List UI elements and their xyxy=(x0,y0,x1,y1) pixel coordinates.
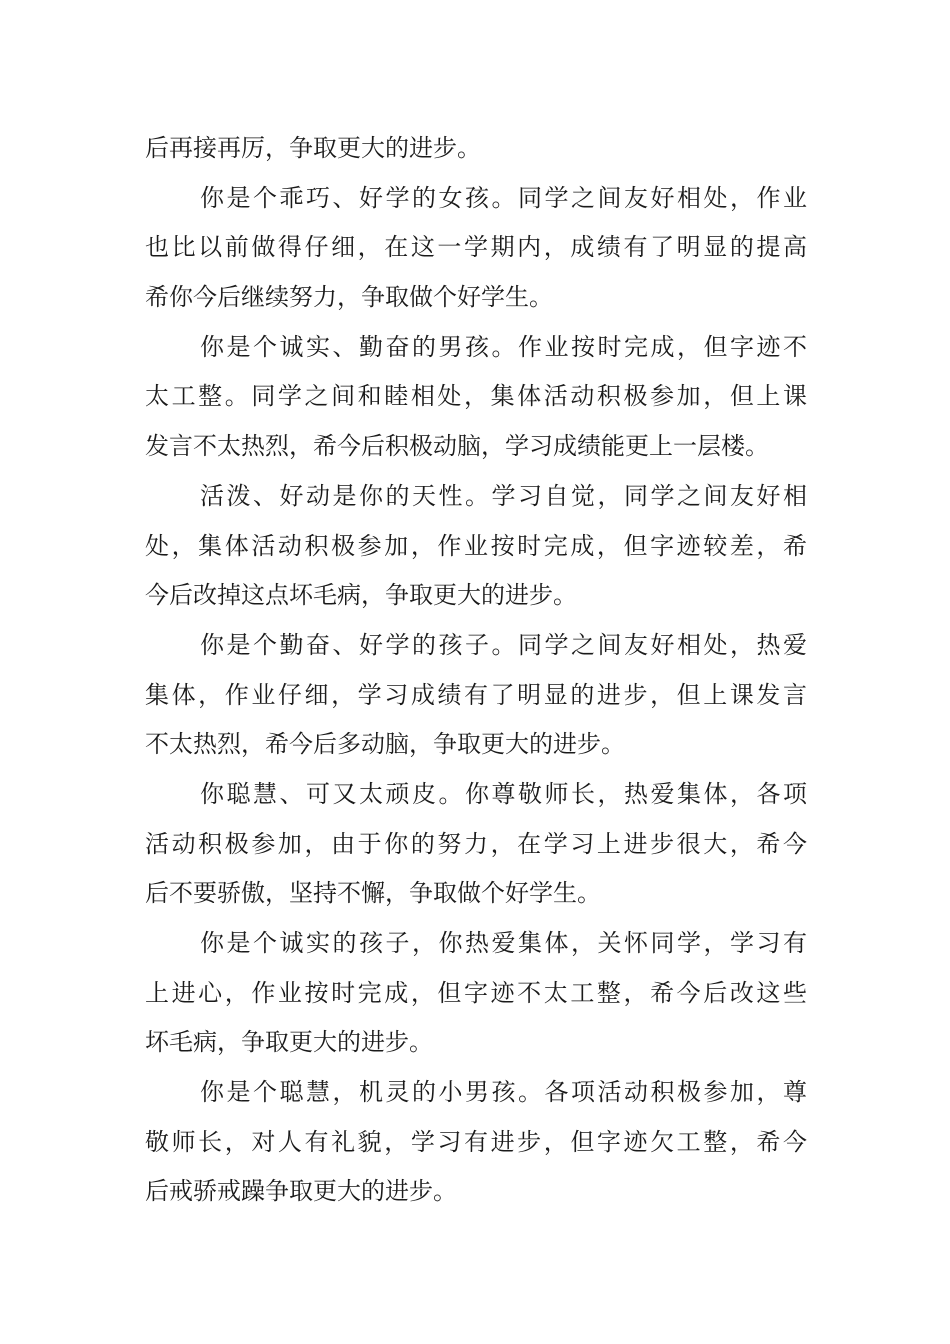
paragraph-0 xyxy=(145,124,807,174)
text-line: 今后改掉这点坏毛病，争取更大的进步。 xyxy=(145,581,577,610)
paragraph-6 xyxy=(145,919,807,1068)
paragraph-2 xyxy=(145,323,807,472)
paragraph-7 xyxy=(145,1068,807,1217)
paragraph-3 xyxy=(145,472,807,621)
text-line: 你是个诚实、勤奋的男孩。作业按时完成，但字迹不 xyxy=(200,332,807,361)
text-line: 你是个诚实的孩子，你热爱集体，关怀同学，学习有 xyxy=(200,929,807,957)
text-line: 发言不太热烈，希今后积极动脑，学习成绩能更上一层楼。 xyxy=(145,432,769,461)
paragraph-4 xyxy=(145,621,807,770)
text-line: 也比以前做得仔细，在这一学期内，成绩有了明显的提高 xyxy=(145,233,807,262)
text-line: 不太热烈，希今后多动脑，争取更大的进步。 xyxy=(145,730,625,759)
text-line: 后戒骄戒躁争取更大的进步。 xyxy=(145,1177,457,1206)
text-line: 活泼、好动是你的天性。学习自觉，同学之间友好相 xyxy=(200,481,807,510)
text-line: 希你今后继续努力，争取做个好学生。 xyxy=(145,283,553,312)
text-line: 你聪慧、可又太顽皮。你尊敬师长，热爱集体，各项 xyxy=(200,779,807,808)
text-line: 你是个聪慧，机灵的小男孩。各项活动积极参加，尊 xyxy=(200,1078,807,1107)
text-line: 太工整。同学之间和睦相处，集体活动积极参加，但上课 xyxy=(145,382,807,411)
text-line: 集体，作业仔细，学习成绩有了明显的进步，但上课发言 xyxy=(145,680,807,709)
text-line: 处，集体活动积极参加，作业按时完成，但字迹较差，希 xyxy=(145,531,807,560)
text-line: 后不要骄傲，坚持不懈，争取做个好学生。 xyxy=(145,879,601,908)
text-line: 上进心，作业按时完成，但字迹不太工整，希今后改这些 xyxy=(145,978,807,1007)
text-line: 后再接再厉，争取更大的进步。 xyxy=(145,134,481,162)
text-line: 你是个乖巧、好学的女孩。同学之间友好相处，作业 xyxy=(200,183,807,212)
text-line: 坏毛病，争取更大的进步。 xyxy=(145,1028,433,1057)
document-body xyxy=(145,124,807,1217)
paragraph-1 xyxy=(145,174,807,323)
text-line: 你是个勤奋、好学的孩子。同学之间友好相处，热爱 xyxy=(200,630,807,659)
text-line: 敬师长，对人有礼貌，学习有进步，但字迹欠工整，希今 xyxy=(145,1127,807,1156)
paragraph-5 xyxy=(145,770,807,919)
text-line: 活动积极参加，由于你的努力，在学习上进步很大，希今 xyxy=(145,829,807,858)
